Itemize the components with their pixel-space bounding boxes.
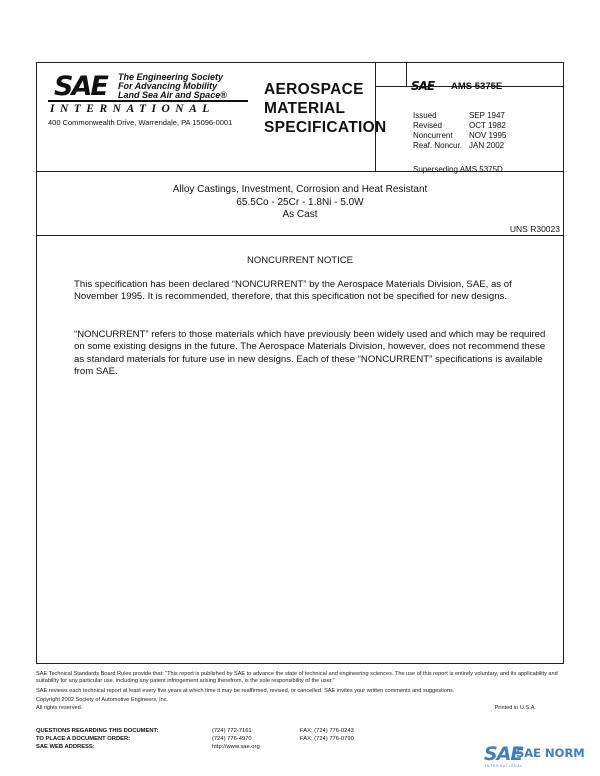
footer-rights-row [36,705,564,712]
title-line-1: AEROSPACE [264,81,364,98]
footer-printed: Printed in U.S.A. [494,704,536,711]
web-address-link[interactable]: http://www.sae.org [212,743,260,750]
sae-logo [48,72,263,122]
watermark-subtext: INTERNATIONAL [485,764,524,768]
contact-phone: (724) 776-4970 [212,735,252,742]
document-number: AMS 5375E [451,81,503,92]
date-value: JAN 2002 [469,141,505,150]
subject-title [36,184,564,222]
date-label: Reaf. Noncur. [413,141,462,150]
date-row [413,121,506,131]
subject-line-1: Alloy Castings, Investment, Corrosion and Heat Resistant [172,184,428,195]
footer-policy: SAE Technical Standards Board Rules provide that: “This report is published by SAE to advance the state of technical and engineering sciences. The use of this report is entirely voluntary, and its applicability and suitability for any particular use, including any patent infringement arising therefrom, is the sole responsibility of the user.” [36,671,558,685]
page-title [264,80,386,137]
watermark-text: SAE NORM [516,746,585,760]
sae-logo-mark: SAE [54,71,107,102]
footer-review: SAE reviews each technical report at least every five years at which time it may be reaffirmed, revised, or cancelled. SAE invites your written comments and suggestions. [36,687,455,694]
contact-fax: FAX: (724) 776-0790 [300,735,354,742]
society-tagline [118,73,227,100]
watermark-logo: SAE [484,743,523,765]
date-value: NOV 1995 [469,131,507,140]
contact-label: QUESTIONS REGARDING THIS DOCUMENT: [36,728,159,734]
society-line-2: For Advancing Mobility [118,81,218,91]
contact-phone: (724) 772-7161 [212,728,252,734]
document-content [36,62,564,664]
logo-rule [48,100,248,102]
footer-copyright: Copyright 2002 Society of Automotive Engineers, Inc. [36,697,169,704]
international-text: INTERNATIONAL [50,103,215,115]
subject-line-2: 65.5Co - 25Cr - 1.8Ni - 5.0W [236,196,364,208]
footer-rights: All rights reserved. [36,704,83,711]
date-row [413,111,506,121]
society-line-3: Land Sea Air and Space® [118,90,227,100]
title-line-2: MATERIAL [264,100,346,117]
notice-paragraph-1: This specification has been declared “NONCURRENT” by the Aerospace Materials Division, SAE, as of November 1995. It is recommended, therefore, that this specification not be specified for new designs. [74,279,512,303]
doc-sae-logo: SAE [411,79,435,93]
footer [36,671,564,712]
date-label: Noncurrent [413,131,453,140]
contact-label: TO PLACE A DOCUMENT ORDER: [36,735,131,742]
title-line-3: SPECIFICATION [264,119,387,136]
date-value: SEP 1947 [469,111,505,120]
date-label: Issued [413,111,437,120]
society-line-1: The Engineering Society [118,72,224,82]
notice-paragraph-2: “NONCURRENT” refers to those materials which have previously been widely used and which may be required on some existing designs in the future. The Aerospace Materials Division, however, does not recommend these as standard materials for future use in new designs. Each of these “NONCURRENT” specifications is available from SAE. [74,329,546,377]
uns-number: UNS R30023 [509,224,560,234]
date-table [413,111,506,151]
watermark [484,743,594,771]
subject-line-3: As Cast [282,209,318,220]
notice-title: NONCURRENT NOTICE [247,255,353,266]
contact-fax: FAX: (724) 776-0243 [300,728,354,734]
date-row [413,141,506,151]
contact-label: SAE WEB ADDRESS: [36,743,95,750]
address: 400 Commonwealth Drive, Warrendale, PA 15096-0001 [48,118,233,127]
superseding: Superseding AMS 5375D [413,165,503,174]
date-value: OCT 1982 [469,121,506,130]
date-row [413,131,506,141]
date-label: Revised [413,121,442,130]
